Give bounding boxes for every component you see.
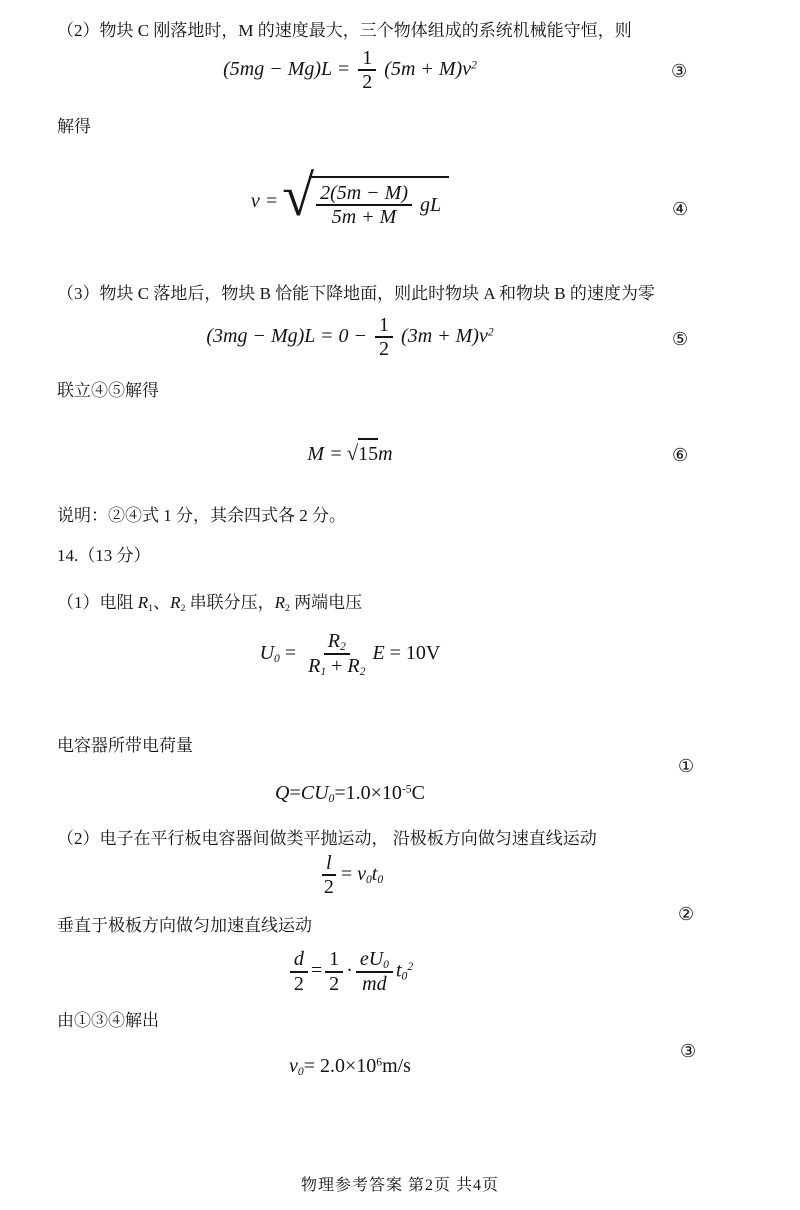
v0-exponent: 6: [376, 1055, 383, 1069]
u0-equals: =: [279, 641, 302, 664]
eq3-frac-den: 2: [362, 71, 373, 94]
sec14-part2-intro: （2）电子在平行板电容器间做类平抛运动， 沿极板方向做匀速直线运动: [57, 829, 597, 848]
u0-result: = 10V: [384, 641, 441, 664]
formula-d2: [0, 948, 700, 996]
sec13-part3-intro: （3）物块 C 落地后，物块 B 恰能下降地面，则此时物块 A 和物块 B 的速度为零: [57, 284, 655, 303]
d2-eU: eU: [359, 948, 384, 970]
var-R2b-sub: 2: [285, 602, 290, 614]
formula-eq5: [0, 314, 700, 361]
u0-sub: 0: [274, 652, 280, 666]
d2-frac2-num: 1: [325, 948, 343, 972]
eq5-frac-den: 2: [379, 338, 390, 361]
d2-fraction1: [290, 948, 308, 995]
q-CU: CU: [300, 782, 329, 804]
u0-den-R1: R: [308, 655, 321, 678]
sec14-cap-charge-label: 电容器所带电荷量: [57, 736, 193, 755]
formula-q: [0, 782, 700, 805]
u0-num-sub: 2: [339, 640, 346, 654]
sec13-note: 说明：②④式 1 分，其余四式各 2 分。: [57, 506, 346, 525]
v0-unit: m/s: [382, 1055, 411, 1077]
u0-den-R1-sub: 1: [320, 665, 327, 679]
d2-eU-sub: 0: [383, 958, 389, 972]
var-R2-sub: 2: [180, 602, 186, 614]
eq5-frac-num: 1: [375, 314, 393, 338]
eq4-badge: ④: [672, 199, 689, 219]
formula-eq6: [0, 438, 700, 466]
var-R1: R: [137, 593, 149, 612]
v0-var: v: [289, 1055, 298, 1077]
u0-frac-num: [324, 630, 350, 655]
q-CU-sub: 0: [328, 792, 335, 806]
u0-den-R2-sub: 2: [359, 665, 366, 679]
d2-fraction3: [356, 948, 393, 996]
sec13-combine-label: 联立④⑤解得: [57, 381, 159, 400]
d2-fraction2: [325, 948, 343, 995]
v0-badge: ③: [680, 1041, 697, 1061]
v0-sub: 0: [297, 1065, 304, 1079]
sec13-solve-label: 解得: [57, 117, 91, 136]
d2-frac3-num: [356, 948, 393, 973]
u0-var: U: [259, 641, 275, 664]
u0-den-R2: R: [347, 655, 360, 678]
l2-v-sub: 0: [366, 873, 372, 887]
part1-pre: （1）电阻: [57, 593, 138, 612]
q-value: =1.0×10: [334, 782, 402, 804]
d2-t-sub: 0: [401, 969, 408, 983]
u0-fraction: [304, 630, 369, 678]
eq3-exponent: 2: [471, 58, 477, 72]
sec14-derive-label: 由①③④解出: [57, 1011, 159, 1030]
eq5-exponent: 2: [487, 325, 494, 339]
l2-frac-num: l: [322, 852, 336, 876]
eq4-radicand: [309, 176, 449, 229]
formula-eq4: [0, 163, 700, 229]
q-exponent: -5: [401, 782, 412, 796]
eq4-lhs: v =: [250, 189, 279, 212]
formula-v0: [0, 1055, 700, 1078]
eq6-badge: ⑥: [672, 445, 689, 465]
eq4-frac-num: 2(5m − M): [316, 182, 412, 206]
eq4-fraction: [316, 182, 412, 229]
d2-t-exp: 2: [407, 960, 414, 974]
eq3-rhs: (5m + M)v: [384, 57, 472, 80]
l2-badge: ②: [678, 904, 695, 924]
formula-l2: [0, 852, 700, 899]
u0-E: E: [372, 641, 385, 664]
eq4-radical: [282, 163, 449, 229]
eq3-lhs: (5mg − Mg)L =: [223, 57, 351, 80]
part1-mid: 串联分压，: [185, 593, 275, 612]
eq3-badge: ③: [671, 61, 688, 81]
l2-fraction: [320, 852, 338, 899]
d2-frac2-den: 2: [329, 972, 340, 995]
sec14-heading: 14.（13 分）: [57, 546, 151, 565]
eq3-frac-num: 1: [358, 47, 376, 71]
v0-value: = 2.0×10: [303, 1055, 377, 1077]
formula-eq3: [0, 47, 700, 94]
eq3-fraction: [358, 47, 376, 94]
part1-post: 两端电压: [289, 593, 363, 612]
l2-t-sub: 0: [377, 873, 384, 887]
eq6-lhs: M =: [307, 443, 343, 465]
d2-frac3-den: md: [362, 973, 387, 996]
l2-v: v: [357, 862, 366, 885]
q-unit: C: [411, 782, 425, 804]
q-var: Q: [275, 782, 290, 804]
eq4-frac-den: 5m + M: [331, 206, 397, 229]
var-R2: R: [170, 593, 181, 612]
sec14-perp-label: 垂直于极板方向做匀加速直线运动: [57, 916, 312, 935]
sec14-part1-intro: [57, 592, 362, 615]
part1-sep: 、: [153, 593, 171, 612]
sec13-part2-intro: （2）物块 C 刚落地时，M 的速度最大，三个物体组成的系统机械能守恒，则: [57, 21, 632, 40]
d2-frac1-den: 2: [293, 972, 304, 995]
eq5-rhs: (3m + M)v: [401, 324, 488, 347]
var-R1-sub: 1: [148, 602, 154, 614]
u0-den-plus: +: [326, 655, 348, 678]
var-R2b: R: [274, 593, 286, 612]
d2-frac1-num: d: [290, 948, 308, 972]
radical-sign-icon: √: [282, 163, 315, 228]
radical-sign-icon: √: [346, 441, 359, 465]
d2-t: t: [395, 959, 402, 982]
eq4-rad-tail: gL: [420, 193, 442, 216]
u0-num-R: R: [327, 630, 340, 652]
eq5-lhs: (3mg − Mg)L = 0 −: [206, 324, 368, 347]
l2-equals: =: [340, 862, 353, 885]
l2-t: t: [371, 862, 378, 885]
eq5-fraction: [375, 314, 393, 361]
u0-badge: ①: [678, 756, 695, 776]
eq6-tail: m: [378, 443, 393, 465]
formula-u0: [0, 630, 700, 678]
l2-frac-den: 2: [323, 876, 334, 899]
u0-frac-den: [304, 655, 369, 678]
eq5-badge: ⑤: [672, 329, 689, 349]
page-footer: 物理参考答案 第2页 共4页: [300, 1177, 499, 1194]
eq6-radicand: 15: [358, 438, 378, 464]
d2-dot: ·: [346, 959, 353, 982]
d2-equals: =: [310, 959, 323, 982]
q-eq1: =: [289, 782, 301, 804]
